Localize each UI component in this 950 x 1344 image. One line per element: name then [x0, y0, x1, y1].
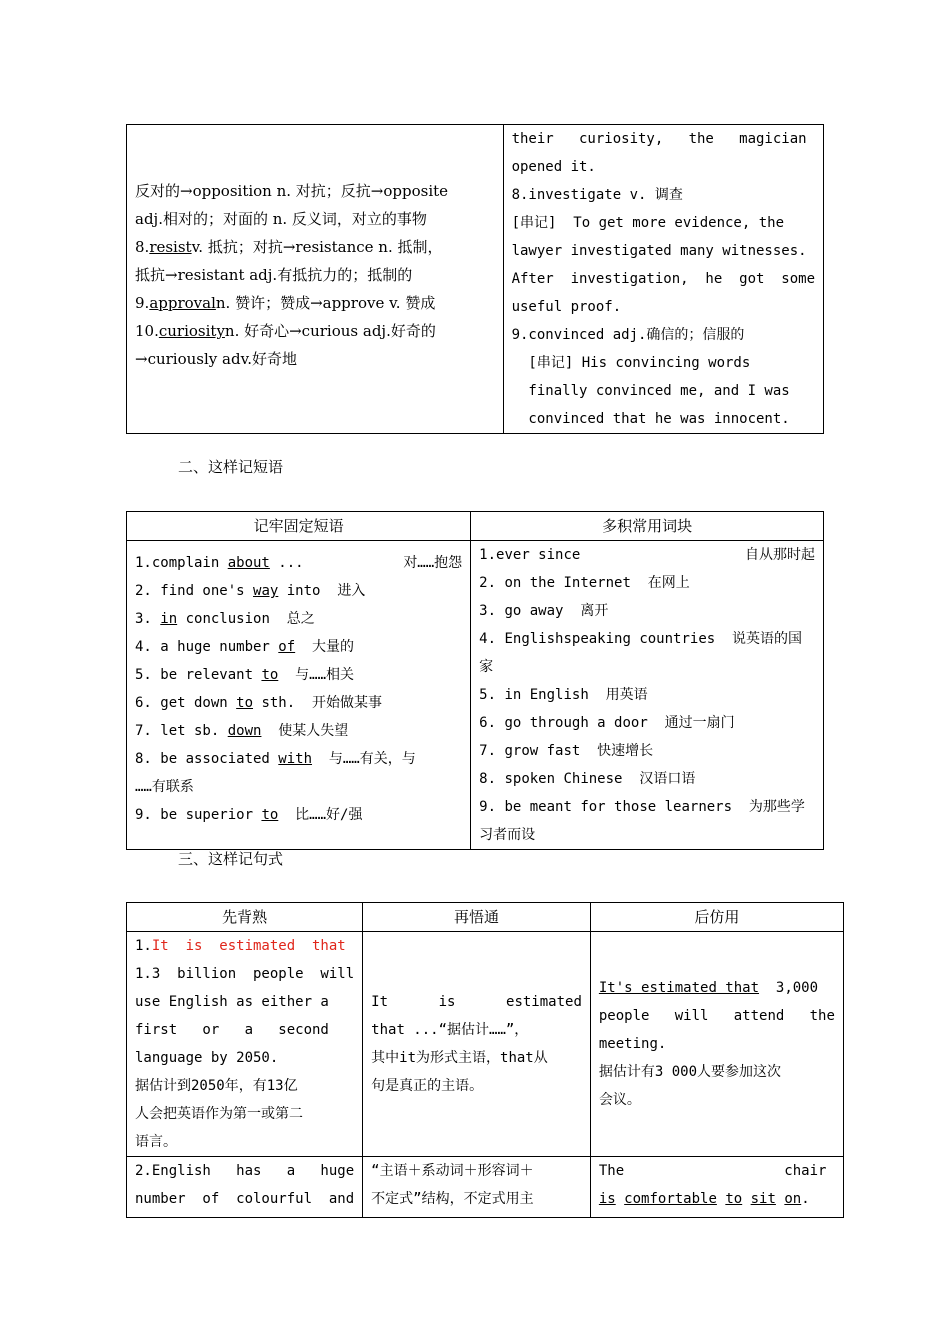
- sentences-header-3: 后仿用: [590, 903, 843, 932]
- table-sentences: [126, 902, 844, 1218]
- chunk-line-5: 家: [479, 659, 494, 675]
- phrase-line-10: 9. be superior to 比……好/强: [135, 807, 363, 823]
- chunk-line-11: 习者而设: [479, 827, 536, 843]
- word-right-line-8: 9.convinced adj.确信的；信服的: [511, 327, 745, 343]
- phrases-right-cell: [471, 541, 824, 850]
- word-line-4: 抵抗→resistant adj.有抵抗力的；抵制的: [135, 266, 413, 284]
- phrases-header-left: 记牢固定短语: [127, 512, 471, 541]
- phrase-line-9: ……有联系: [135, 779, 194, 795]
- sentence1-line-8: 语言。: [135, 1134, 177, 1150]
- word-right-line-9: [串记] His convincing words: [511, 355, 751, 371]
- sentence2-line-2: number of colourful and: [135, 1191, 355, 1207]
- sentence1-imitate-cell: [590, 932, 843, 1157]
- phrases-left-cell: [127, 541, 471, 850]
- section-heading-sentences: 三、这样记句式: [178, 850, 284, 868]
- word-right-line-10: finally convinced me, and I was: [511, 383, 790, 399]
- sentence1-imitate-1: It's estimated that 3,000: [598, 980, 819, 996]
- words-right-cell: [503, 125, 823, 434]
- word-right-line-1: their curiosity, the magician: [511, 131, 807, 147]
- sentence1-line-7: 人会把英语作为第一或第二: [135, 1106, 303, 1122]
- sentence2-explain-1: “主语＋系动词＋形容词＋: [371, 1163, 534, 1179]
- sentence1-explain-1: It is estimated: [371, 994, 582, 1010]
- word-right-line-5: lawyer investigated many witnesses.: [511, 243, 807, 259]
- chunk-line-1: 1.ever since 自从那时起: [479, 547, 815, 563]
- sentence2-imitate-1: The chair: [598, 1163, 827, 1179]
- phrases-header-right: 多积常用词块: [471, 512, 824, 541]
- sentence1-imitate-3: meeting.: [598, 1036, 667, 1052]
- chunk-line-8: 7. grow fast 快速增长: [479, 743, 654, 759]
- sentence1-line-1: 1.It is estimated that: [135, 938, 346, 954]
- words-left-cell: [127, 125, 504, 434]
- chunk-line-4: 4. Englishspeaking countries 说英语的国: [479, 631, 803, 647]
- phrase-line-8: 8. be associated with 与……有关，与: [135, 751, 416, 767]
- chunk-line-2: 2. on the Internet 在网上: [479, 575, 690, 591]
- phrase-line-3: 3. in conclusion 总之: [135, 611, 315, 627]
- chunk-line-3: 3. go away 离开: [479, 603, 609, 619]
- chunk-line-10: 9. be meant for those learners 为那些学: [479, 799, 805, 815]
- table-words: [126, 124, 824, 434]
- chunk-line-7: 6. go through a door 通过一扇门: [479, 715, 735, 731]
- word-right-line-7: useful proof.: [511, 299, 622, 315]
- sentence1-explain-3: 其中it为形式主语，that从: [371, 1050, 548, 1066]
- sentence1-memorize-cell: [127, 932, 363, 1157]
- sentence1-explain-2: that ...“据估计……”，: [371, 1022, 529, 1038]
- word-line-1: 反对的→opposition n. 对抗；反抗→opposite: [135, 182, 449, 200]
- sentence1-line-3: use English as either a: [135, 994, 329, 1010]
- word-right-line-2: opened it.: [511, 159, 596, 175]
- chunk-line-6: 5. in English 用英语: [479, 687, 648, 703]
- table-phrases: [126, 511, 824, 850]
- phrase-line-2: 2. find one's way into 进入: [135, 583, 366, 599]
- word-line-5: 9.approvaln. 赞许；赞成→approve v. 赞成: [135, 294, 436, 312]
- sentence2-imitate-cell: [590, 1157, 843, 1218]
- sentence2-memorize-cell: [127, 1157, 363, 1218]
- sentence2-line-1: 2.English has a huge: [135, 1163, 355, 1179]
- word-line-3: 8.resistv. 抵抗；对抗→resistance n. 抵制，: [135, 238, 443, 256]
- phrase-line-5: 5. be relevant to 与……相关: [135, 667, 355, 683]
- sentence1-explain-4: 句是真正的主语。: [371, 1078, 484, 1094]
- phrase-line-6: 6. get down to sth. 开始做某事: [135, 695, 383, 711]
- sentence1-line-6: 据估计到2050年，有13亿: [135, 1078, 298, 1094]
- chunk-line-9: 8. spoken Chinese 汉语口语: [479, 771, 696, 787]
- word-line-7: →curiously adv.好奇地: [135, 350, 298, 368]
- sentence2-understand-cell: [363, 1157, 591, 1218]
- sentence1-understand-cell: [363, 932, 591, 1157]
- sentences-header-1: 先背熟: [127, 903, 363, 932]
- sentences-header-2: 再悟通: [363, 903, 591, 932]
- section-heading-phrases: 二、这样记短语: [178, 458, 284, 476]
- phrase-line-1: 1.complain about ... 对……抱怨: [135, 555, 463, 571]
- sentence2-imitate-2: is comfortable to sit on.: [598, 1191, 810, 1207]
- phrase-line-7: 7. let sb. down 使某人失望: [135, 723, 349, 739]
- sentence1-imitate-2: people will attend the: [598, 1008, 835, 1024]
- word-line-2: adj.相对的；对面的 n. 反义词，对立的事物: [135, 210, 427, 228]
- phrase-line-4: 4. a huge number of 大量的: [135, 639, 355, 655]
- word-right-line-4: [串记] To get more evidence, the: [511, 215, 784, 231]
- word-right-line-6: After investigation, he got some: [511, 271, 815, 287]
- sentence1-line-4: first or a second: [135, 1022, 329, 1038]
- sentence1-line-2: 1.3 billion people will: [135, 966, 355, 982]
- sentence2-explain-2: 不定式”结构，不定式用主: [371, 1191, 534, 1207]
- word-right-line-11: convinced that he was innocent.: [511, 411, 790, 427]
- sentence1-imitate-5: 会议。: [598, 1092, 641, 1108]
- word-line-6: 10.curiosityn. 好奇心→curious adj.好奇的: [135, 322, 436, 340]
- word-right-line-3: 8.investigate v. 调查: [511, 187, 683, 203]
- sentence1-imitate-4: 据估计有3 000人要参加这次: [598, 1064, 782, 1080]
- sentence1-line-5: language by 2050.: [135, 1050, 279, 1066]
